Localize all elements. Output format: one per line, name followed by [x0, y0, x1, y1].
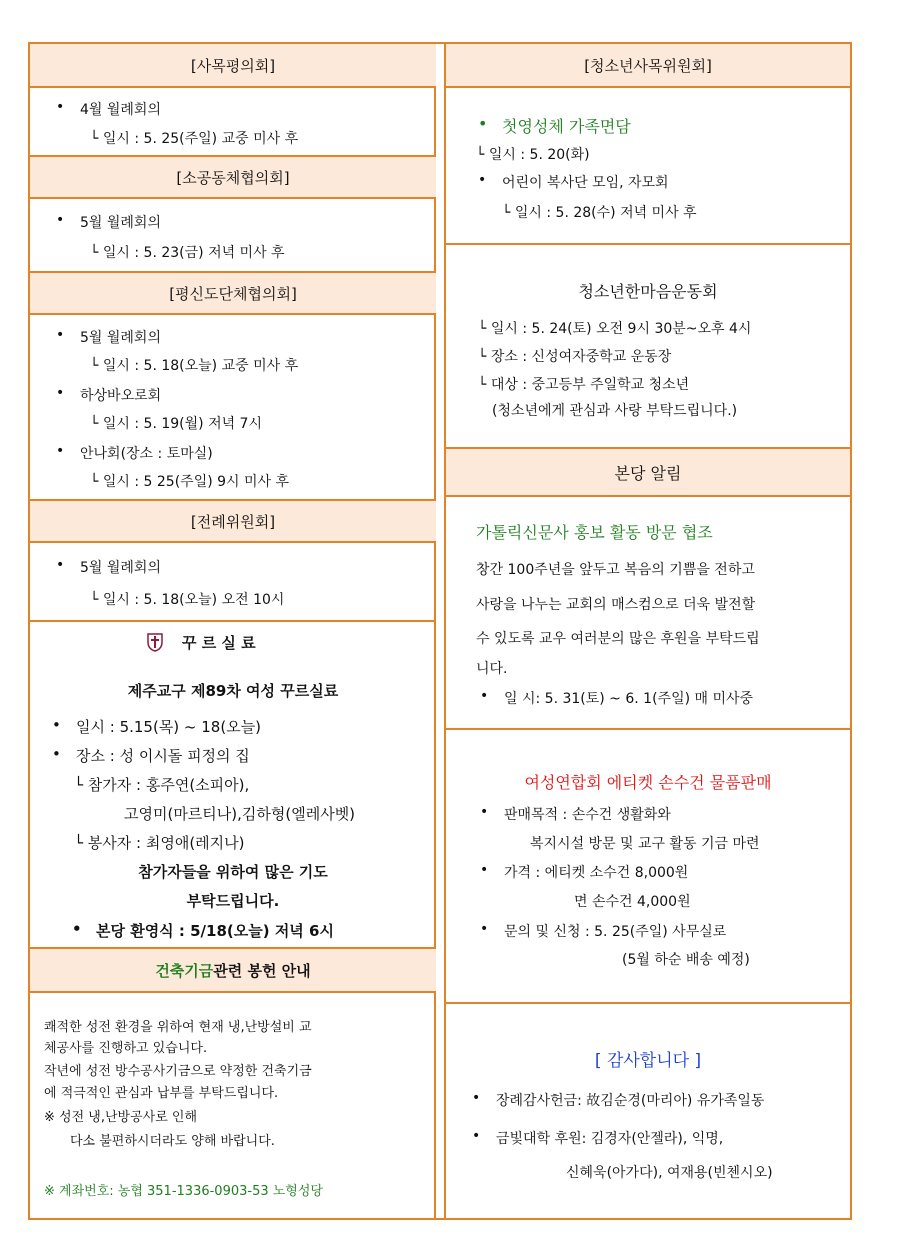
building-fund-note: ※ 성전 냉,난방공사로 인해 [44, 1110, 198, 1125]
section-header-pastoral-council: [사목평의회] [30, 44, 436, 88]
cursillo-prayer-cont: 부탁드립니다. [186, 892, 280, 910]
cursillo-participants: └ 참가자 : 홍주연(소피아), [74, 776, 250, 794]
cursillo-participants-cont: 고영미(마르티나),김하형(엘레사벳) [124, 805, 356, 823]
left-column [30, 44, 436, 1218]
sale-purpose-cont: 복지시설 방문 및 교구 활동 기금 마련 [530, 836, 760, 852]
notice-text: 수 있도록 교우 여러분의 많은 후원을 부탁드립 [476, 631, 760, 647]
list-subitem: └ 일시 : 5. 20(화) [476, 147, 590, 163]
notice-text: 니다. [476, 661, 508, 677]
divider [446, 243, 850, 245]
building-fund-text: 작년에 성전 방수공사기금으로 약정한 건축기금 [44, 1064, 312, 1079]
divider [30, 620, 436, 622]
notice-text: 창간 100주년을 앞두고 복음의 기쁨을 전하고 [476, 562, 755, 578]
cursillo-emblem-icon [146, 632, 164, 652]
building-fund-text: 쾌적한 성전 환경을 위하여 현재 냉,난방설비 교 [44, 1020, 312, 1035]
account-number: ※ 계좌번호: 농협 351-1336-0903-53 노형성당 [44, 1184, 323, 1199]
section-header-laity-council: [평신도단체협의회] [30, 273, 436, 315]
cursillo-volunteer: └ 봉사자 : 최영애(레지나) [74, 834, 245, 852]
section-header-small-community: [소공동체협의회] [30, 157, 436, 199]
sports-day-target: └ 대상 : 중고등부 주일학교 청소년 [478, 377, 690, 393]
building-fund-text: 체공사를 진행하고 있습니다. [44, 1041, 208, 1056]
list-subitem: └ 일시 : 5. 19(월) 저녁 7시 [90, 416, 262, 432]
section-header-building-fund [30, 949, 436, 993]
cursillo-prayer: 참가자들을 위하여 많은 기도 [138, 863, 328, 881]
list-item: • 5월 월례회의 [80, 212, 161, 232]
list-item: • 5월 월례회의 [80, 327, 161, 347]
notice-date: • 일 시: 5. 31(토) ~ 6. 1(주일) 매 미사중 [504, 688, 753, 708]
cursillo-place: • 장소 : 성 이시돌 피정의 집 [76, 745, 250, 766]
sports-day-place: └ 장소 : 신성여자중학교 운동장 [478, 349, 672, 365]
thanks-line-cont: 신혜욱(아가다), 여재용(빈첸시오) [566, 1165, 773, 1181]
list-subitem: └ 일시 : 5. 28(수) 저녁 미사 후 [502, 205, 697, 221]
list-item: • 4월 월례회의 [80, 99, 161, 119]
thanks-line: • 장례감사헌금: 故김순경(마리아) 유가족일동 [496, 1090, 764, 1110]
sale-inquiry: • 문의 및 신청 : 5. 25(주일) 사무실로 [504, 921, 726, 941]
cursillo-heading: 제주교구 제89차 여성 꾸르실료 [127, 682, 339, 700]
building-fund-text: 에 적극적인 관심과 납부를 부탁드립니다. [44, 1086, 279, 1101]
divider [446, 728, 850, 730]
list-subitem: └ 일시 : 5. 18(오늘) 교중 미사 후 [90, 358, 299, 374]
sale-price-cont: 면 손수건 4,000원 [574, 894, 691, 910]
list-item: • 하상바오로회 [80, 385, 161, 405]
section-header-youth-ministry: [청소년사목위원회] [446, 44, 850, 88]
divider [446, 1002, 850, 1004]
section-header-parish-notice: 본당 알림 [446, 449, 850, 497]
building-fund-note-cont: 다소 불편하시더라도 양해 바랍니다. [70, 1134, 275, 1149]
sale-price: • 가격 : 에티켓 소수건 8,000원 [504, 862, 688, 882]
section-header-liturgy: [전례위원회] [30, 501, 436, 543]
cursillo-welcome: • 본당 환영식 : 5/18(오늘) 저녁 6시 [96, 920, 334, 941]
thanks-heading: [ 감사합니다 ] [594, 1051, 702, 1071]
list-item: • 5월 월례회의 [80, 557, 161, 577]
list-subitem: └ 일시 : 5 25(주일) 9시 미사 후 [90, 474, 290, 490]
list-item: • 안나회(장소 : 토마실) [80, 443, 213, 463]
bulletin-frame [28, 42, 852, 1220]
list-item: • 어린이 복사단 모임, 자모회 [502, 172, 669, 192]
building-fund-label: 건축기금 [155, 961, 214, 980]
list-subitem: └ 일시 : 5. 18(오늘) 오전 10시 [90, 592, 285, 608]
right-column [446, 44, 850, 1218]
cursillo-date: • 일시 : 5.15(목) ~ 18(오늘) [76, 716, 261, 737]
list-subitem: └ 일시 : 5. 25(주일) 교중 미사 후 [90, 131, 299, 147]
sale-inquiry-note: (5월 하순 배송 예정) [622, 952, 750, 968]
notice-text: 사랑을 나누는 교회의 매스컴으로 더욱 발전할 [476, 597, 756, 613]
section-title-youth-sports-day: 청소년한마음운동회 [578, 282, 718, 301]
sports-day-note: (청소년에게 관심과 사랑 부탁드립니다.) [492, 403, 738, 419]
section-title-cursillo: 꾸 르 실 료 [182, 634, 256, 652]
list-subitem: └ 일시 : 5. 23(금) 저녁 미사 후 [90, 245, 285, 261]
thanks-line: • 금빛대학 후원: 김경자(안젤라), 익명, [496, 1128, 723, 1148]
sale-heading: 여성연합회 에티켓 손수건 물품판매 [524, 773, 772, 792]
sale-purpose: • 판매목적 : 손수건 생활화와 [504, 804, 671, 824]
building-fund-title-rest: 관련 봉헌 안내 [213, 961, 311, 980]
youth-item-first-communion: • 첫영성체 가족면담 [502, 114, 631, 137]
sports-day-date: └ 일시 : 5. 24(토) 오전 9시 30분~오후 4시 [478, 321, 752, 337]
notice-heading: 가톨릭신문사 홍보 활동 방문 협조 [476, 523, 713, 542]
